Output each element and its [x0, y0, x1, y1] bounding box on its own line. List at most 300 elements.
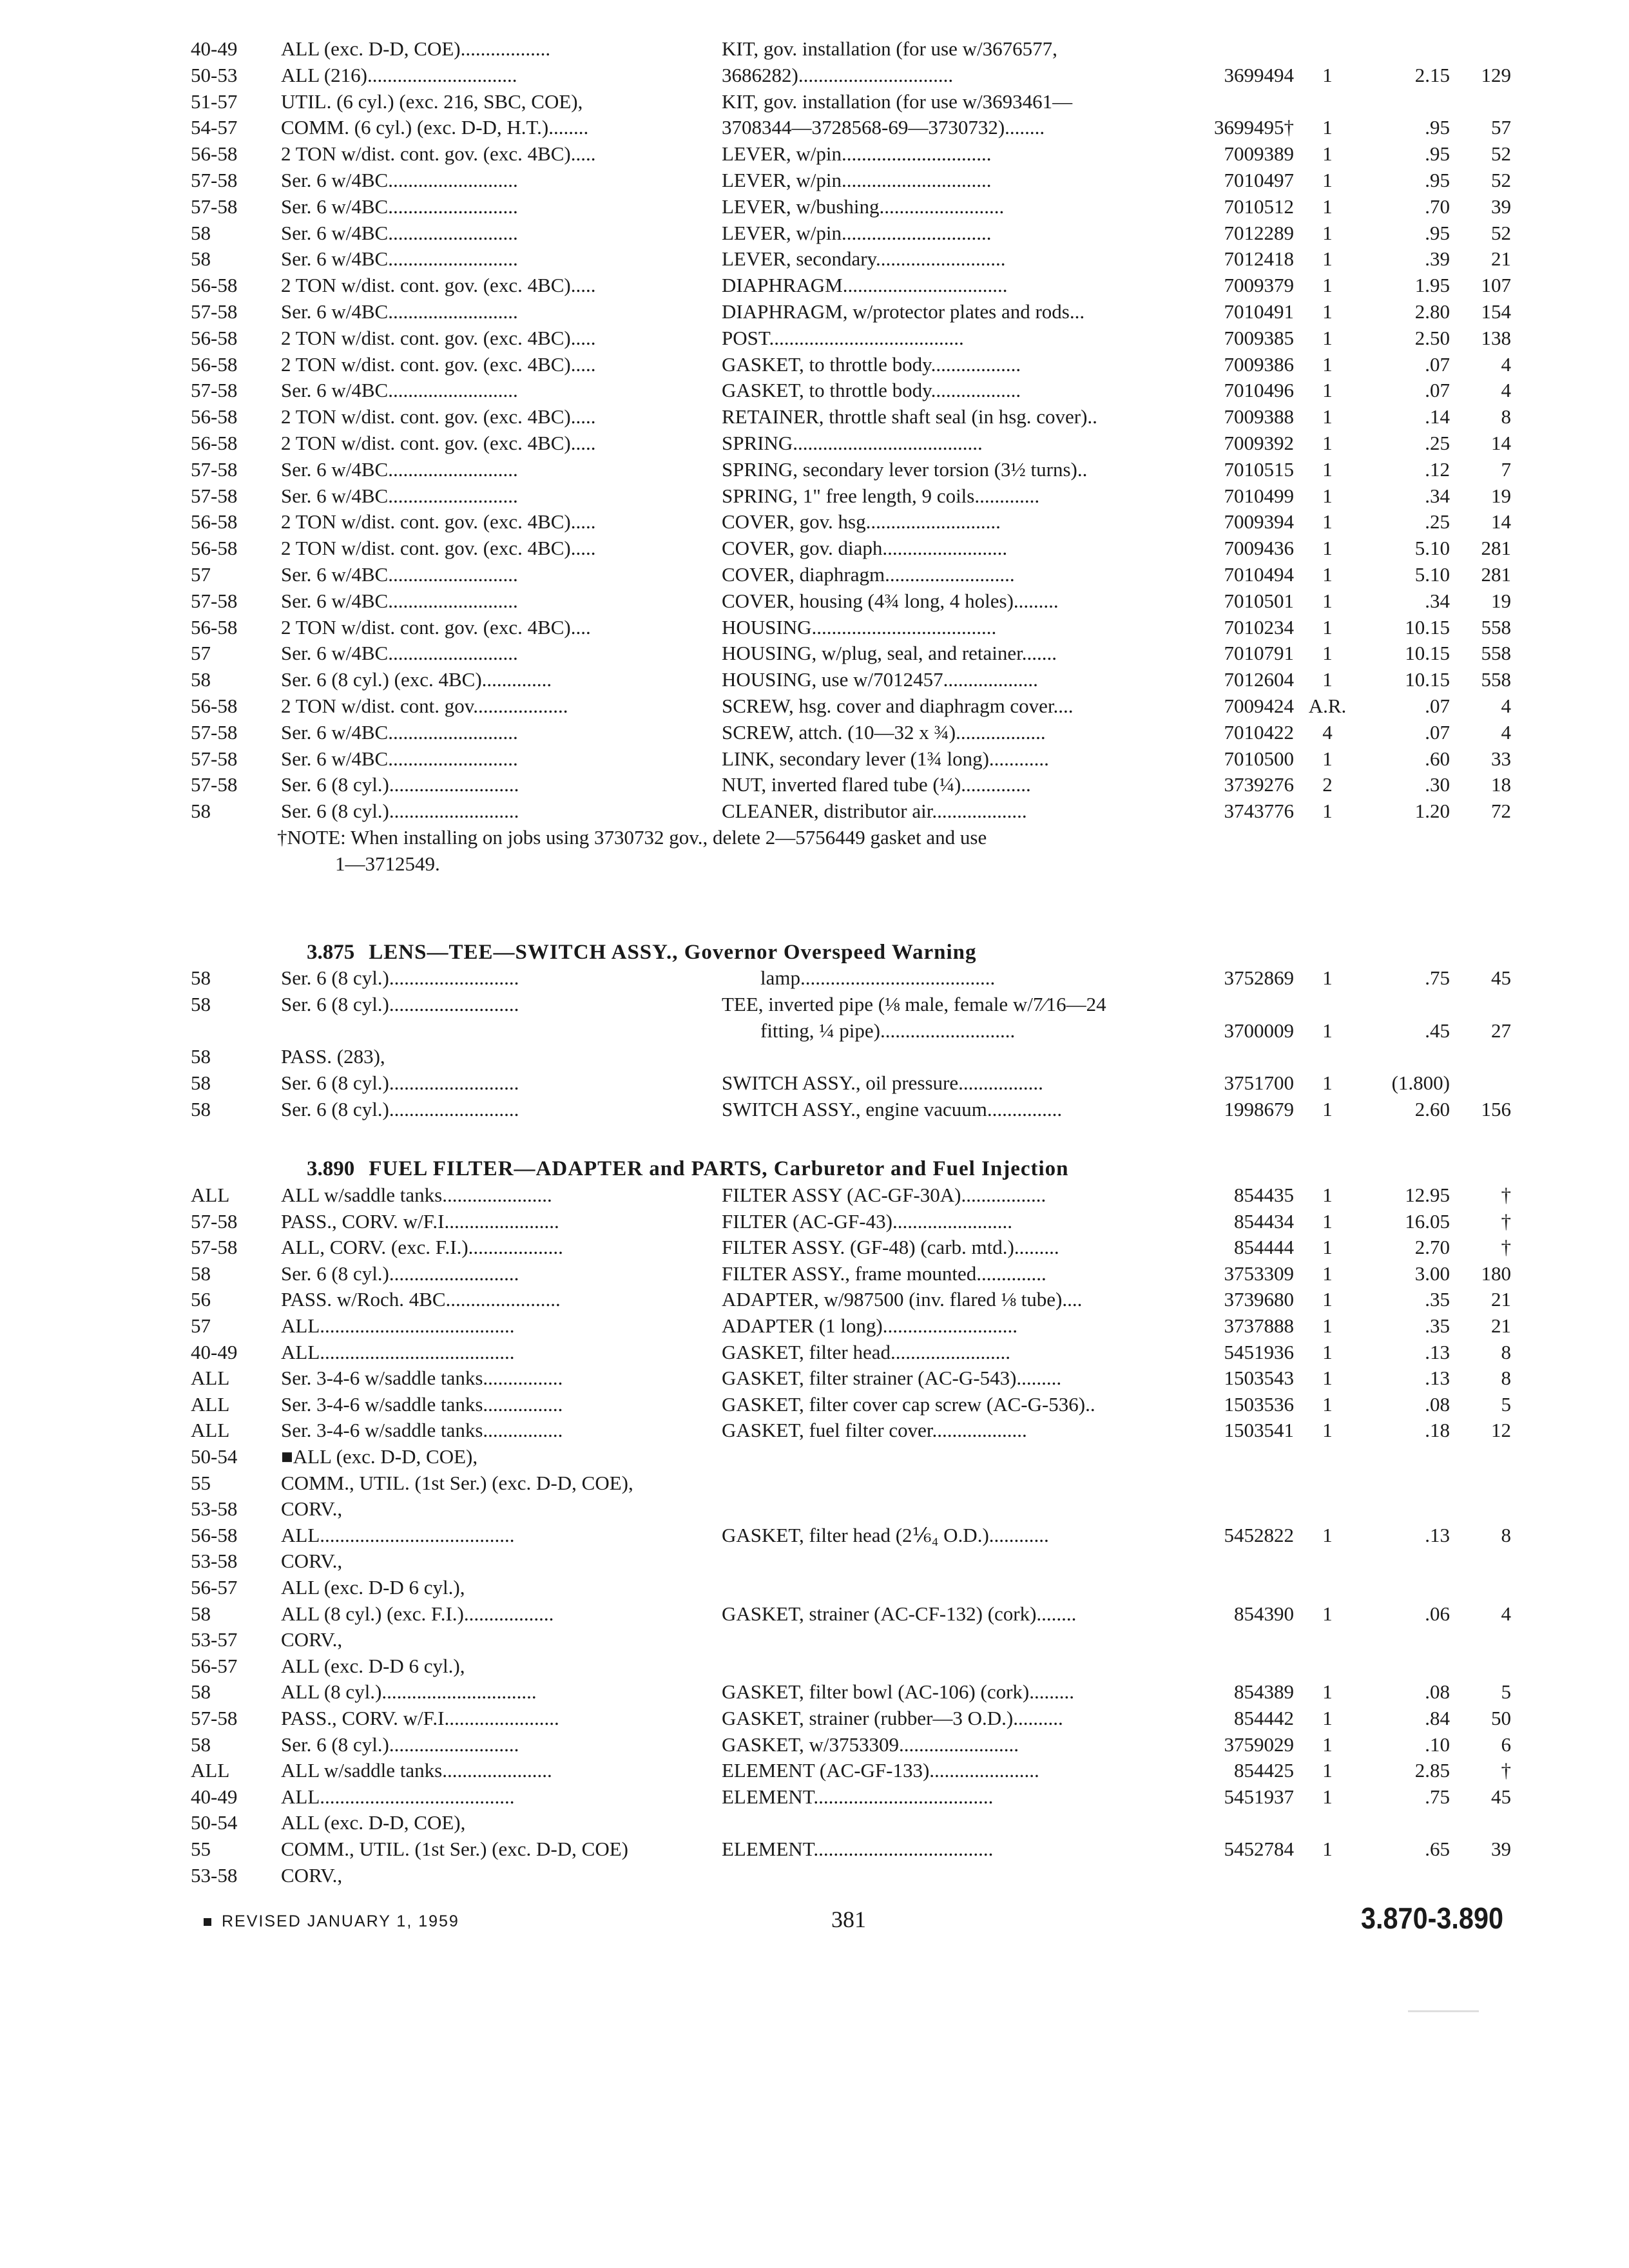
cell-desc: ELEMENT....................................: [722, 1785, 994, 1808]
cell-qty: 1: [1322, 327, 1333, 349]
cell-model: UTIL. (6 cyl.) (exc. 216, SBC, COE),: [281, 90, 583, 113]
parts-row: [0, 352, 1629, 378]
parts-row: [0, 1548, 1629, 1574]
cell-qty: 1: [1322, 432, 1333, 454]
cell-desc: GASKET, w/3753309........................: [722, 1733, 1019, 1756]
cell-part: 7010422: [1224, 721, 1294, 744]
note-line: [0, 851, 1629, 877]
parts-row: [0, 746, 1629, 772]
parts-row: [0, 562, 1629, 588]
cell-desc: ELEMENT....................................: [722, 1838, 994, 1860]
cell-model: CORV.,: [281, 1550, 343, 1572]
cell-list: 2.15: [1414, 64, 1450, 86]
cell-model: Ser. 6 (8 cyl.)..........................: [281, 993, 519, 1015]
parts-row: [0, 1097, 1629, 1122]
cell-qty: 1: [1322, 1262, 1333, 1285]
parts-row: [0, 246, 1629, 272]
cell-desc: GASKET, filter cover cap screw (AC-G-536)..: [722, 1393, 1095, 1416]
cell-group: 39: [1491, 195, 1511, 218]
cell-part: 854425: [1234, 1759, 1294, 1782]
cell-list: .75: [1425, 1785, 1450, 1808]
cell-qty: 1: [1322, 1341, 1333, 1363]
cell-desc: SWITCH ASSY., oil pressure.................: [722, 1072, 1043, 1094]
cell-part: 3737888: [1224, 1314, 1294, 1337]
cell-desc: GASKET, filter strainer (AC-G-543).........: [722, 1367, 1062, 1389]
cell-desc: GASKET, strainer (rubber—3 O.D.)..........: [722, 1707, 1063, 1729]
cell-year: 57-58: [191, 169, 238, 191]
cell-group: 8: [1501, 1367, 1511, 1389]
cell-year: 53-57: [191, 1628, 238, 1651]
cell-desc: GASKET, filter head (2⅙₄ O.D.)............: [722, 1524, 1049, 1546]
cell-model: Ser. 6 (8 cyl.)..........................: [281, 1072, 519, 1094]
cell-model: Ser. 6 (8 cyl.)..........................: [281, 966, 519, 989]
cell-model: 2 TON w/dist. cont. gov. (exc. 4BC)....: [281, 616, 591, 639]
cell-year: 51-57: [191, 90, 238, 113]
cell-group: 57: [1491, 116, 1511, 139]
cell-part: 854434: [1234, 1210, 1294, 1233]
cell-qty: 1: [1322, 64, 1333, 86]
parts-row: [0, 1836, 1629, 1862]
cell-year: 57: [191, 1314, 211, 1337]
cell-model: Ser. 6 (8 cyl.)..........................: [281, 773, 519, 796]
cell-part: 3699495†: [1214, 116, 1294, 139]
cell-part: 5452822: [1224, 1524, 1294, 1546]
parts-row: [0, 325, 1629, 351]
cell-model: Ser. 6 (8 cyl.)..........................: [281, 1733, 519, 1756]
cell-group: 45: [1491, 966, 1511, 989]
cell-desc: GASKET, strainer (AC-CF-132) (cork)........: [722, 1602, 1077, 1625]
cell-part: 7010494: [1224, 563, 1294, 586]
cell-desc: SPRING, 1" free length, 9 coils.............: [722, 485, 1040, 507]
parts-row: [0, 483, 1629, 509]
cell-list: (1.800): [1391, 1072, 1450, 1094]
cell-qty: 1: [1322, 1236, 1333, 1258]
parts-row: [0, 1758, 1629, 1783]
section-title: LENS—TEE—SWITCH ASSY., Governor Overspeed Warning: [369, 941, 977, 964]
cell-group: 21: [1491, 1314, 1511, 1337]
cell-qty: 1: [1322, 642, 1333, 664]
cell-model: CORV.,: [281, 1628, 343, 1651]
cell-year: ALL: [191, 1184, 230, 1206]
cell-group: 154: [1481, 300, 1511, 323]
cell-qty: 1: [1322, 966, 1333, 989]
cell-list: .95: [1425, 116, 1450, 139]
cell-qty: 1: [1322, 668, 1333, 691]
cell-model: 2 TON w/dist. cont. gov. (exc. 4BC).....: [281, 510, 596, 533]
cell-desc: TEE, inverted pipe (⅛ male, female w/7⁄16—24: [722, 993, 1106, 1015]
cell-desc: HOUSING, w/plug, seal, and retainer.......: [722, 642, 1057, 664]
cell-list: 5.10: [1414, 537, 1450, 559]
cell-model: Ser. 6 w/4BC..........................: [281, 458, 518, 481]
cell-model: 2 TON w/dist. cont. gov. (exc. 4BC).....: [281, 327, 596, 349]
cell-desc: SPRING, secondary lever torsion (3½ turns)..: [722, 458, 1088, 481]
cell-year: 56-58: [191, 405, 238, 428]
cell-group: 5: [1501, 1680, 1511, 1703]
parts-row: [0, 1287, 1629, 1312]
cell-model: Ser. 6 w/4BC..........................: [281, 222, 518, 244]
parts-row: [0, 1235, 1629, 1260]
cell-qty: 2: [1322, 773, 1333, 796]
cell-model: ALL.......................................: [281, 1314, 515, 1337]
cell-part: 854442: [1234, 1707, 1294, 1729]
cell-year: 40-49: [191, 1785, 238, 1808]
cell-model: COMM. (6 cyl.) (exc. D-D, H.T.)........: [281, 116, 589, 139]
cell-model: ALL (216)..............................: [281, 64, 517, 86]
cell-list: .84: [1425, 1707, 1450, 1729]
cell-list: .06: [1425, 1602, 1450, 1625]
cell-part: 7012418: [1224, 247, 1294, 270]
cell-group: 5: [1501, 1393, 1511, 1416]
cell-part: 3739276: [1224, 773, 1294, 796]
section-heading: [307, 1155, 1069, 1183]
cell-list: 2.60: [1414, 1098, 1450, 1120]
cell-part: 3739680: [1224, 1288, 1294, 1311]
cell-group: 18: [1491, 773, 1511, 796]
parts-row: [0, 36, 1629, 62]
cell-year: 57-58: [191, 195, 238, 218]
cell-year: 58: [191, 247, 211, 270]
cell-part: 1503541: [1224, 1419, 1294, 1441]
cell-qty: 1: [1322, 195, 1333, 218]
cell-group: 50: [1491, 1707, 1511, 1729]
cell-group: 27: [1491, 1019, 1511, 1042]
cell-list: 12.95: [1405, 1184, 1450, 1206]
cell-year: 58: [191, 966, 211, 989]
cell-qty: 1: [1322, 1098, 1333, 1120]
cell-model: CORV.,: [281, 1864, 343, 1887]
cell-year: 58: [191, 668, 211, 691]
cell-year: 58: [191, 1733, 211, 1756]
cell-year: 57-58: [191, 485, 238, 507]
cell-year: 55: [191, 1838, 211, 1860]
cell-qty: 1: [1322, 1072, 1333, 1094]
cell-part: 7010501: [1224, 590, 1294, 612]
cell-list: .25: [1425, 510, 1450, 533]
cell-part: 854389: [1234, 1680, 1294, 1703]
cell-qty: 1: [1322, 510, 1333, 533]
cell-qty: 1: [1322, 1524, 1333, 1546]
cell-list: 5.10: [1414, 563, 1450, 586]
cell-list: .18: [1425, 1419, 1450, 1441]
cell-group: 4: [1501, 695, 1511, 717]
cell-desc: fitting, ¼ pipe)...........................: [760, 1019, 1016, 1042]
parts-row: [0, 168, 1629, 193]
cell-part: 7010496: [1224, 379, 1294, 401]
cell-year: 56-57: [191, 1576, 238, 1599]
cell-desc: LEVER, w/pin..............................: [722, 222, 992, 244]
cell-year: 56-58: [191, 616, 238, 639]
cell-list: .10: [1425, 1733, 1450, 1756]
parts-row: [0, 273, 1629, 298]
section-title: FUEL FILTER—ADAPTER and PARTS, Carburetor and Fuel Injection: [369, 1157, 1069, 1180]
cell-list: 1.95: [1414, 274, 1450, 296]
cell-group: 52: [1491, 169, 1511, 191]
cell-desc: FILTER (AC-GF-43)........................: [722, 1210, 1012, 1233]
parts-row: [0, 220, 1629, 246]
cell-desc: HOUSING.....................................: [722, 616, 997, 639]
cell-year: 58: [191, 800, 211, 822]
cell-model: Ser. 6 w/4BC..........................: [281, 747, 518, 770]
cell-qty: 1: [1322, 222, 1333, 244]
cell-part: 7010512: [1224, 195, 1294, 218]
cell-desc: LEVER, w/pin..............................: [722, 169, 992, 191]
cell-part: 7009385: [1224, 327, 1294, 349]
parts-row: [0, 1679, 1629, 1705]
cell-model: Ser. 6 (8 cyl.)..........................: [281, 1262, 519, 1285]
cell-part: 7012604: [1224, 668, 1294, 691]
parts-row: [0, 1496, 1629, 1522]
parts-row: [0, 1070, 1629, 1096]
parts-row: [0, 1470, 1629, 1496]
cell-desc: LINK, secondary lever (1¾ long)............: [722, 747, 1049, 770]
parts-row: [0, 430, 1629, 456]
cell-part: 3699494: [1224, 64, 1294, 86]
cell-year: 58: [191, 993, 211, 1015]
cell-qty: 1: [1322, 300, 1333, 323]
cell-list: .14: [1425, 405, 1450, 428]
note-text: 1—3712549.: [335, 852, 440, 875]
cell-desc: ADAPTER (1 long)...........................: [722, 1314, 1017, 1337]
cell-year: 56-57: [191, 1655, 238, 1677]
cell-part: 7009379: [1224, 274, 1294, 296]
cell-list: .60: [1425, 747, 1450, 770]
cell-group: 6: [1501, 1733, 1511, 1756]
cell-group: 8: [1501, 405, 1511, 428]
cell-group: 4: [1501, 1602, 1511, 1625]
cell-list: .13: [1425, 1367, 1450, 1389]
cell-qty: 1: [1322, 1419, 1333, 1441]
cell-qty: 1: [1322, 1314, 1333, 1337]
cell-list: .13: [1425, 1524, 1450, 1546]
cell-list: .95: [1425, 222, 1450, 244]
parts-row: [0, 1863, 1629, 1888]
parts-row: [0, 404, 1629, 430]
cell-year: 58: [191, 222, 211, 244]
parts-row: [0, 1784, 1629, 1810]
cell-group: †: [1501, 1236, 1511, 1258]
cell-model: Ser. 6 w/4BC..........................: [281, 300, 518, 323]
revision-square-icon: [204, 1918, 211, 1926]
parts-row: [0, 772, 1629, 798]
cell-model: ALL.......................................: [281, 1524, 515, 1546]
cell-group: †: [1501, 1210, 1511, 1233]
cell-qty: 1: [1322, 485, 1333, 507]
cell-part: 7009386: [1224, 353, 1294, 376]
cell-group: 281: [1481, 563, 1511, 586]
cell-year: ALL: [191, 1759, 230, 1782]
cell-desc: ADAPTER, w/987500 (inv. flared ⅛ tube)....: [722, 1288, 1083, 1311]
cell-qty: 1: [1322, 379, 1333, 401]
cell-year: 50-53: [191, 64, 238, 86]
cell-group: 33: [1491, 747, 1511, 770]
cell-list: 10.15: [1405, 616, 1450, 639]
parts-row: [0, 965, 1629, 991]
cell-part: 7009436: [1224, 537, 1294, 559]
cell-model: ALL (exc. D-D, COE)..................: [281, 37, 551, 60]
cell-model: Ser. 3-4-6 w/saddle tanks................: [281, 1367, 563, 1389]
cell-part: 854435: [1234, 1184, 1294, 1206]
cell-qty: 1: [1322, 1838, 1333, 1860]
cell-part: 7009388: [1224, 405, 1294, 428]
cell-part: 3700009: [1224, 1019, 1294, 1042]
cell-year: 50-54: [191, 1811, 238, 1834]
cell-year: 40-49: [191, 37, 238, 60]
cell-year: 57-58: [191, 379, 238, 401]
cell-list: 1.20: [1414, 800, 1450, 822]
cell-desc: FILTER ASSY (AC-GF-30A).................: [722, 1184, 1046, 1206]
note-line: [0, 825, 1629, 850]
cell-desc: COVER, diaphragm..........................: [722, 563, 1015, 586]
cell-list: 10.15: [1405, 668, 1450, 691]
cell-group: 12: [1491, 1419, 1511, 1441]
cell-model: ALL, CORV. (exc. F.I.)...................: [281, 1236, 563, 1258]
parts-row: [0, 1261, 1629, 1287]
cell-list: 10.15: [1405, 642, 1450, 664]
cell-model: Ser. 6 w/4BC..........................: [281, 563, 518, 586]
cell-desc: POST.......................................: [722, 327, 964, 349]
cell-desc: SPRING......................................: [722, 432, 983, 454]
parts-row: [0, 1182, 1629, 1208]
cell-model: Ser. 3-4-6 w/saddle tanks................: [281, 1419, 563, 1441]
cell-year: 58: [191, 1262, 211, 1285]
cell-year: 57-58: [191, 773, 238, 796]
page-number: 381: [831, 1907, 866, 1932]
cell-part: 5452784: [1224, 1838, 1294, 1860]
cell-list: .07: [1425, 721, 1450, 744]
cell-desc: SCREW, attch. (10—32 x ¾)..................: [722, 721, 1046, 744]
parts-row: [0, 1392, 1629, 1418]
cell-model: 2 TON w/dist. cont. gov. (exc. 4BC).....: [281, 142, 596, 165]
cell-desc: LEVER, secondary..........................: [722, 247, 1006, 270]
parts-row: [0, 535, 1629, 561]
cell-list: .39: [1425, 247, 1450, 270]
cell-group: 45: [1491, 1785, 1511, 1808]
cell-year: 55: [191, 1472, 211, 1494]
parts-row: [0, 992, 1629, 1017]
parts-row: [0, 1044, 1629, 1070]
cell-model: ALL w/saddle tanks......................: [281, 1184, 552, 1206]
cell-model: ALL.......................................: [281, 1785, 515, 1808]
cell-year: 57-58: [191, 458, 238, 481]
cell-year: 56-58: [191, 274, 238, 296]
cell-model: 2 TON w/dist. cont. gov. (exc. 4BC).....: [281, 353, 596, 376]
parts-row: [0, 299, 1629, 325]
cell-part: 7009392: [1224, 432, 1294, 454]
cell-part: 7010499: [1224, 485, 1294, 507]
cell-year: 57-58: [191, 721, 238, 744]
cell-year: 53-58: [191, 1864, 238, 1887]
cell-list: .13: [1425, 1341, 1450, 1363]
cell-desc: GASKET, fuel filter cover...................: [722, 1419, 1027, 1441]
cell-list: .07: [1425, 379, 1450, 401]
cell-list: .75: [1425, 966, 1450, 989]
cell-list: 2.80: [1414, 300, 1450, 323]
parts-row: [0, 1706, 1629, 1731]
section-number: 3.890: [307, 1157, 355, 1180]
cell-model: PASS., CORV. w/F.I.......................: [281, 1707, 559, 1729]
cell-list: .34: [1425, 485, 1450, 507]
cell-qty: 1: [1322, 274, 1333, 296]
cell-group: 19: [1491, 590, 1511, 612]
cell-group: 4: [1501, 379, 1511, 401]
cell-part: 3753309: [1224, 1262, 1294, 1285]
cell-qty: 1: [1322, 458, 1333, 481]
cell-qty: 1: [1322, 1602, 1333, 1625]
cell-model: Ser. 6 w/4BC..........................: [281, 721, 518, 744]
page-smudge: [1408, 2010, 1479, 2012]
cell-group: 21: [1491, 1288, 1511, 1311]
cell-list: .95: [1425, 169, 1450, 191]
cell-list: .35: [1425, 1314, 1450, 1337]
parts-row: [0, 1418, 1629, 1443]
parts-row: [0, 1627, 1629, 1653]
note-text: †NOTE: When installing on jobs using 3730732 gov., delete 2—5756449 gasket and use: [277, 826, 987, 849]
cell-qty: 1: [1322, 1680, 1333, 1703]
cell-desc: HOUSING, use w/7012457...................: [722, 668, 1038, 691]
cell-desc: COVER, gov. diaph.........................: [722, 537, 1008, 559]
cell-year: ALL: [191, 1419, 230, 1441]
cell-model: Ser. 6 w/4BC..........................: [281, 379, 518, 401]
cell-model: Ser. 6 w/4BC..........................: [281, 590, 518, 612]
cell-desc: GASKET, to throttle body..................: [722, 379, 1021, 401]
cell-group: †: [1501, 1759, 1511, 1782]
cell-desc: lamp.......................................: [760, 966, 996, 989]
cell-year: 57-58: [191, 1707, 238, 1729]
parts-row: [0, 1340, 1629, 1365]
cell-desc: LEVER, w/pin..............................: [722, 142, 992, 165]
cell-year: 56-58: [191, 695, 238, 717]
cell-desc: 3686282)...............................: [722, 64, 954, 86]
cell-list: .08: [1425, 1680, 1450, 1703]
cell-part: 7009389: [1224, 142, 1294, 165]
cell-model: Ser. 6 w/4BC..........................: [281, 169, 518, 191]
cell-model: 2 TON w/dist. cont. gov...................: [281, 695, 568, 717]
cell-year: ALL: [191, 1367, 230, 1389]
cell-model: COMM., UTIL. (1st Ser.) (exc. D-D, COE): [281, 1838, 628, 1860]
cell-desc: GASKET, filter bowl (AC-106) (cork).........: [722, 1680, 1074, 1703]
cell-model: ALL (exc. D-D 6 cyl.),: [281, 1576, 465, 1599]
cell-qty: 1: [1322, 537, 1333, 559]
cell-desc: GASKET, to throttle body..................: [722, 353, 1021, 376]
cell-list: 2.85: [1414, 1759, 1450, 1782]
cell-model: ALL (exc. D-D, COE),: [281, 1811, 466, 1834]
cell-desc: FILTER ASSY. (GF-48) (carb. mtd.).........: [722, 1236, 1059, 1258]
parts-row: [0, 640, 1629, 666]
cell-qty: 1: [1322, 142, 1333, 165]
parts-row: [0, 1365, 1629, 1391]
cell-year: 40-49: [191, 1341, 238, 1363]
cell-group: 156: [1481, 1098, 1511, 1120]
cell-year: 54-57: [191, 116, 238, 139]
cell-desc: FILTER ASSY., frame mounted..............: [722, 1262, 1046, 1285]
cell-list: 16.05: [1405, 1210, 1450, 1233]
cell-part: 3752869: [1224, 966, 1294, 989]
cell-year: 56-58: [191, 432, 238, 454]
parts-row: [0, 588, 1629, 614]
cell-year: 58: [191, 1045, 211, 1068]
cell-model: CORV.,: [281, 1497, 343, 1520]
cell-year: 57: [191, 563, 211, 586]
cell-group: 21: [1491, 247, 1511, 270]
section-number: 3.875: [307, 941, 355, 964]
cell-model: 2 TON w/dist. cont. gov. (exc. 4BC).....: [281, 537, 596, 559]
cell-desc: SWITCH ASSY., engine vacuum...............: [722, 1098, 1063, 1120]
cell-group: 52: [1491, 222, 1511, 244]
cell-model: Ser. 6 w/4BC..........................: [281, 485, 518, 507]
cell-group: 4: [1501, 721, 1511, 744]
cell-year: 53-58: [191, 1550, 238, 1572]
cell-model: COMM., UTIL. (1st Ser.) (exc. D-D, COE),: [281, 1472, 633, 1494]
